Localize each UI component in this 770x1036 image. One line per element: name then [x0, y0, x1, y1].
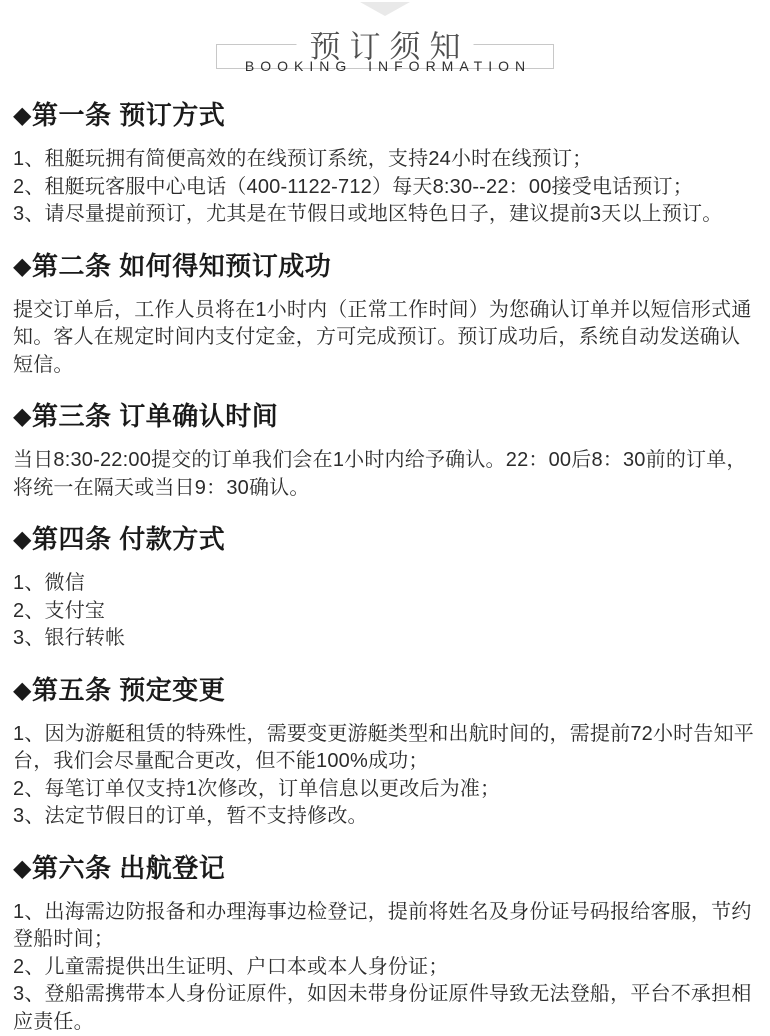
section-heading — [13, 401, 757, 432]
section-heading — [13, 524, 757, 555]
section-booking-changes — [13, 675, 757, 831]
list-item: 3、请尽量提前预订，尤其是在节假日或地区特色日子，建议提前3天以上预订。 — [13, 201, 757, 229]
diamond-icon: ◆ — [13, 253, 32, 280]
diamond-icon: ◆ — [13, 403, 32, 430]
list-item: 2、支付宝 — [13, 598, 757, 626]
section-body — [13, 146, 757, 229]
section-departure-registration — [13, 853, 757, 1036]
list-item: 2、每笔订单仅支持1次修改，订单信息以更改后为准； — [13, 776, 757, 804]
section-order-confirm-time — [13, 401, 757, 502]
list-item: 3、法定节假日的订单，暂不支持修改。 — [13, 803, 757, 831]
page-header — [0, 0, 770, 78]
list-item: 1、因为游艇租赁的特殊性，需要变更游艇类型和出航时间的，需提前72小时告知平台，我们会尽量配合更改，但不能100%成功； — [13, 721, 757, 776]
section-heading-text: 第一条 预订方式 — [32, 100, 225, 130]
list-item: 3、银行转帐 — [13, 625, 757, 653]
section-heading — [13, 853, 757, 884]
section-booking-confirmation-notice — [13, 251, 757, 380]
section-heading — [13, 100, 757, 131]
list-item: 2、租艇玩客服中心电话（400-1122-712）每天8:30--22：00接受电话预订； — [13, 174, 757, 202]
diamond-icon: ◆ — [13, 526, 32, 553]
content — [0, 100, 770, 1036]
section-body — [13, 721, 757, 831]
list-item: 1、出海需边防报备和办理海事边检登记，提前将姓名及身份证号码报给客服，节约登船时间； — [13, 899, 757, 954]
diamond-icon: ◆ — [13, 855, 32, 882]
page-title: 预订须知 — [297, 22, 474, 67]
section-paragraph: 当日8:30-22:00提交的订单我们会在1小时内给予确认。22：00后8：30前的订单，将统一在隔天或当日9：30确认。 — [13, 447, 757, 502]
section-heading — [13, 251, 757, 282]
list-item: 1、租艇玩拥有简便高效的在线预订系统，支持24小时在线预订； — [13, 146, 757, 174]
page-subtitle: BOOKING INFORMATION — [239, 58, 531, 74]
section-booking-method — [13, 100, 757, 229]
section-payment-method — [13, 524, 757, 653]
list-item: 2、儿童需提供出生证明、户口本或本人身份证； — [13, 954, 757, 982]
down-triangle-icon — [360, 2, 410, 16]
section-heading — [13, 675, 757, 706]
section-body — [13, 570, 757, 653]
list-item: 3、登船需携带本人身份证原件，如因未带身份证原件导致无法登船，平台不承担相应责任。 — [13, 981, 757, 1036]
diamond-icon: ◆ — [13, 677, 32, 704]
diamond-icon: ◆ — [13, 102, 32, 129]
list-item: 1、微信 — [13, 570, 757, 598]
section-heading-text: 第六条 出航登记 — [32, 853, 225, 883]
section-body — [13, 447, 757, 502]
section-body — [13, 899, 757, 1036]
section-heading-text: 第五条 预定变更 — [32, 675, 225, 705]
section-body — [13, 297, 757, 380]
section-heading-text: 第二条 如何得知预订成功 — [32, 251, 331, 281]
section-heading-text: 第三条 订单确认时间 — [32, 401, 278, 431]
section-heading-text: 第四条 付款方式 — [32, 524, 225, 554]
section-paragraph: 提交订单后，工作人员将在1小时内（正常工作时间）为您确认订单并以短信形式通知。客人在规定时间内支付定金，方可完成预订。预订成功后，系统自动发送确认短信。 — [13, 297, 757, 380]
